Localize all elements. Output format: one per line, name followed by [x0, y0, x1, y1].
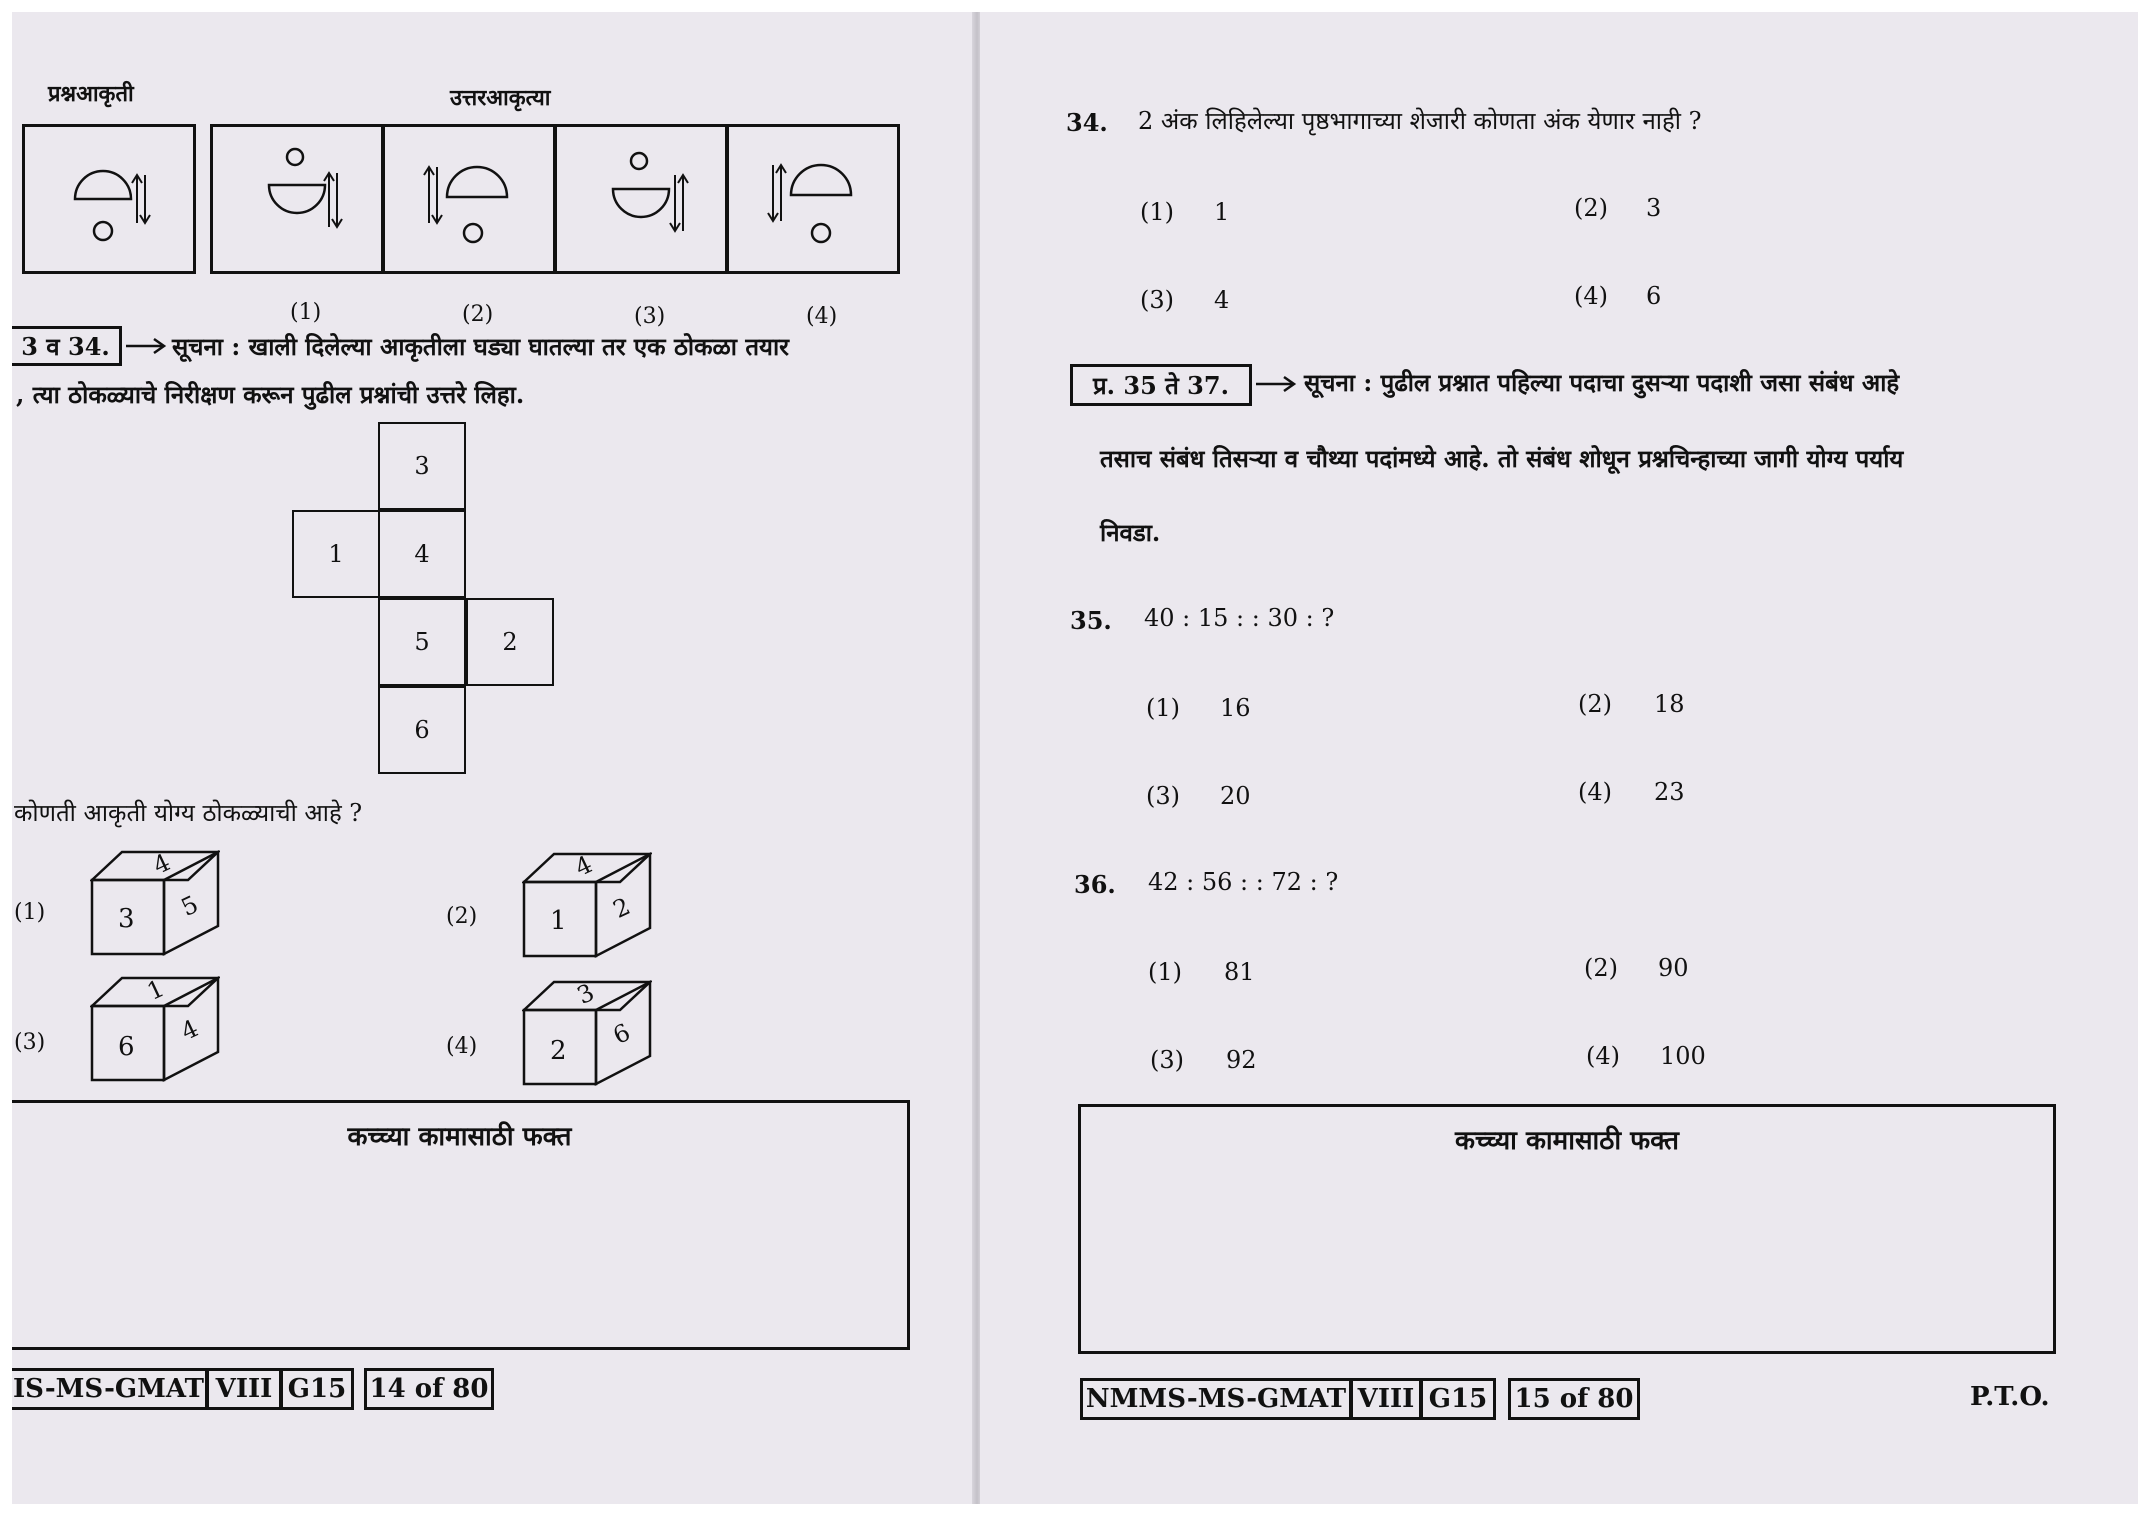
right-footer-page: 15 of 80: [1508, 1378, 1640, 1420]
answer-figure-3-drawing: [557, 127, 725, 271]
net-face-right: 2: [466, 598, 554, 686]
q36-option-4-value: 100: [1660, 1042, 1706, 1070]
q34-option-1-label: (1): [1140, 198, 1174, 226]
q35-option-3-value: 20: [1220, 782, 1251, 810]
answer-figure-1: [210, 124, 384, 274]
cube-option-4-side: 6: [608, 1018, 635, 1050]
q35-option-1-label: (1): [1146, 694, 1180, 722]
question-figure-box: [22, 124, 196, 274]
net-face-top: 3: [378, 422, 466, 510]
q36-option-1-value: 81: [1224, 958, 1255, 986]
left-footer-code: IS-MS-GMAT: [12, 1368, 208, 1410]
cube-option-2-front: 1: [550, 906, 567, 936]
q34-option-1-value: 1: [1214, 198, 1230, 226]
cube-option-3-side: 4: [176, 1014, 203, 1046]
q36-option-1-label: (1): [1148, 958, 1182, 986]
answer-figure-number-3: (3): [634, 304, 666, 329]
q34-option-4-value: 6: [1646, 282, 1662, 310]
cube-option-2-side: 2: [608, 892, 635, 924]
pto-label: P.T.O.: [1970, 1382, 2050, 1412]
q36-option-3-value: 92: [1226, 1046, 1257, 1074]
q35-number: 35.: [1070, 606, 1112, 635]
instruction-35-line-2: तसाच संबंध तिसऱ्या व चौथ्या पदांमध्ये आहे. तो संबंध शोधून प्रश्नचिन्हाच्या जागी योग्य पर्याय: [1100, 444, 1904, 473]
q34-option-3-value: 4: [1214, 286, 1230, 314]
cube-option-4-front: 2: [550, 1036, 567, 1066]
arrow-right-icon: [1254, 372, 1300, 396]
q34-number: 34.: [1066, 108, 1108, 137]
answer-figure-1-drawing: [213, 127, 381, 271]
q35-option-2-label: (2): [1578, 690, 1612, 718]
q34-option-4-label: (4): [1574, 282, 1608, 310]
answer-figure-2: [382, 124, 556, 274]
cube-option-label-3: (3): [14, 1030, 46, 1055]
cube-option-1: [90, 850, 220, 960]
instruction-35-line-3: निवडा.: [1100, 518, 1161, 547]
q35-option-1-value: 16: [1220, 694, 1251, 722]
instruction-line-1: सूचना : खाली दिलेल्या आकृतीला घड्या घातल्या तर एक ठोकळा तयार: [172, 332, 789, 361]
net-face-middle: 5: [378, 598, 466, 686]
answer-figure-number-2: (2): [462, 302, 494, 327]
answer-figure-number-4: (4): [806, 304, 838, 329]
cube-option-3-front: 6: [118, 1032, 135, 1062]
q36-text: 42 : 56 : : 72 : ?: [1148, 868, 1339, 896]
right-footer-set: G15: [1420, 1378, 1496, 1420]
cube-option-label-2: (2): [446, 904, 478, 929]
q36-option-2-value: 90: [1658, 954, 1689, 982]
question-figure-label: प्रश्नआकृती: [48, 81, 134, 107]
cube-option-3: [90, 976, 220, 1086]
q34-option-2-label: (2): [1574, 194, 1608, 222]
cube-option-1-side: 5: [176, 890, 203, 922]
cube-option-2-top: 4: [570, 850, 597, 882]
cube-option-3-top: 1: [142, 974, 169, 1006]
instruction-tag-35-37: प्र. 35 ते 37.: [1070, 364, 1252, 406]
left-footer-class: VIII: [206, 1368, 282, 1410]
instruction-tag-33-34: 3 व 34.: [12, 326, 122, 366]
instruction-line-2: , त्या ठोकळ्याचे निरीक्षण करून पुढील प्रश्नांची उत्तरे लिहा.: [16, 380, 525, 409]
q35-text: 40 : 15 : : 30 : ?: [1144, 604, 1335, 632]
q35-option-4-label: (4): [1578, 778, 1612, 806]
q36-number: 36.: [1074, 870, 1116, 899]
q34-option-3-label: (3): [1140, 286, 1174, 314]
left-rough-work-box: [12, 1100, 910, 1350]
answer-figure-2-drawing: [385, 127, 553, 271]
answer-figure-3: [554, 124, 728, 274]
cube-option-2: [522, 852, 652, 962]
left-rough-work-title: कच्च्या कामासाठी फक्त: [347, 1122, 572, 1152]
net-face-center: 4: [378, 510, 466, 598]
net-face-left: 1: [292, 510, 380, 598]
right-footer-class: VIII: [1350, 1378, 1422, 1420]
q35-option-2-value: 18: [1654, 690, 1685, 718]
instruction-35-line-1: सूचना : पुढील प्रश्नात पहिल्या पदाचा दुसऱ्या पदाशी जसा संबंध आहे: [1304, 368, 1900, 397]
answer-figure-4: [726, 124, 900, 274]
cube-option-4-top: 3: [572, 978, 599, 1010]
arrow-right-icon: [124, 334, 170, 358]
cube-option-4: [522, 980, 652, 1090]
q35-option-3-label: (3): [1146, 782, 1180, 810]
cube-option-label-1: (1): [14, 900, 46, 925]
net-face-bottom: 6: [378, 686, 466, 774]
cube-question-text: कोणती आकृती योग्य ठोकळ्याची आहे ?: [14, 799, 363, 827]
q34-text: 2 अंक लिहिलेल्या पृष्ठभागाच्या शेजारी कोणता अंक येणार नाही ?: [1138, 107, 1702, 135]
q36-option-4-label: (4): [1586, 1042, 1620, 1070]
right-rough-work-box: [1078, 1104, 2056, 1354]
answer-figure-number-1: (1): [290, 300, 322, 325]
cube-option-1-front: 3: [118, 904, 135, 934]
q36-option-2-label: (2): [1584, 954, 1618, 982]
q36-option-3-label: (3): [1150, 1046, 1184, 1074]
answer-figure-4-drawing: [729, 127, 897, 271]
left-footer-page: 14 of 80: [364, 1368, 494, 1410]
right-rough-work-title: कच्च्या कामासाठी फक्त: [1455, 1126, 1679, 1156]
q35-option-4-value: 23: [1654, 778, 1685, 806]
cube-option-1-top: 4: [148, 848, 175, 880]
q34-option-2-value: 3: [1646, 194, 1662, 222]
answer-figures-label: उत्तरआकृत्या: [450, 85, 551, 111]
left-footer-set: G15: [280, 1368, 354, 1410]
right-footer-code: NMMS-MS-GMAT: [1080, 1378, 1352, 1420]
cube-option-label-4: (4): [446, 1034, 478, 1059]
question-figure-drawing: [25, 127, 193, 271]
